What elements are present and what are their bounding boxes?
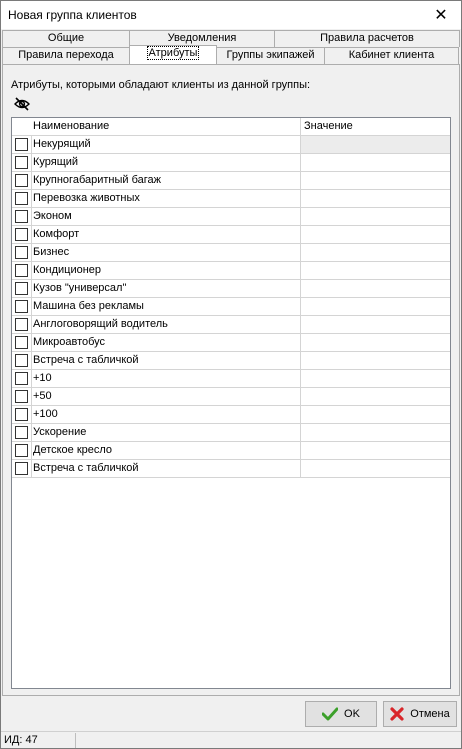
attribute-name: Ускорение xyxy=(33,426,87,438)
attribute-value-cell[interactable] xyxy=(300,154,450,171)
attribute-name: Перевозка животных xyxy=(33,192,140,204)
status-separator xyxy=(75,733,76,748)
tab-attributes-label: Атрибуты xyxy=(148,47,198,59)
attribute-value-cell[interactable] xyxy=(300,190,450,207)
attribute-row[interactable] xyxy=(12,280,450,298)
attribute-name: Англоговорящий водитель xyxy=(33,318,168,330)
attribute-checkbox[interactable] xyxy=(15,282,28,295)
attribute-name: Встреча с табличкой xyxy=(33,462,139,474)
tab-general[interactable] xyxy=(2,30,130,47)
attributes-description: Атрибуты, которыми обладают клиенты из данной группы: xyxy=(11,79,311,91)
attribute-value-cell[interactable] xyxy=(300,262,450,279)
attribute-row[interactable] xyxy=(12,388,450,406)
tab-notifications-label: Уведомления xyxy=(167,32,237,44)
attribute-checkbox[interactable] xyxy=(15,444,28,457)
attribute-checkbox[interactable] xyxy=(15,408,28,421)
attribute-row[interactable] xyxy=(12,298,450,316)
column-header-value[interactable]: Значение xyxy=(304,120,353,132)
attribute-value-cell[interactable] xyxy=(300,388,450,405)
attribute-checkbox[interactable] xyxy=(15,174,28,187)
attribute-checkbox[interactable] xyxy=(15,354,28,367)
attribute-name: Эконом xyxy=(33,210,72,222)
attribute-name: Некурящий xyxy=(33,138,91,150)
attribute-value-cell[interactable] xyxy=(300,280,450,297)
attribute-row[interactable] xyxy=(12,460,450,478)
attribute-row[interactable] xyxy=(12,208,450,226)
tab-calculation-rules-label: Правила расчетов xyxy=(320,32,414,44)
attribute-name: +10 xyxy=(33,372,52,384)
attribute-row[interactable] xyxy=(12,226,450,244)
attribute-checkbox[interactable] xyxy=(15,192,28,205)
ok-button-label: OK xyxy=(344,708,360,720)
tab-client-cabinet[interactable] xyxy=(324,47,459,64)
attribute-name: Бизнес xyxy=(33,246,70,258)
attribute-value-cell[interactable] xyxy=(300,208,450,225)
tab-row-1 xyxy=(2,30,459,47)
close-button[interactable] xyxy=(421,1,461,29)
attribute-value-cell[interactable] xyxy=(300,370,450,387)
attribute-row[interactable] xyxy=(12,334,450,352)
attribute-checkbox[interactable] xyxy=(15,246,28,259)
attribute-value-cell[interactable] xyxy=(300,136,450,153)
attribute-value-cell[interactable] xyxy=(300,460,450,477)
attribute-checkbox[interactable] xyxy=(15,462,28,475)
tab-row-2 xyxy=(2,47,458,64)
attribute-row[interactable] xyxy=(12,190,450,208)
attribute-value-cell[interactable] xyxy=(300,442,450,459)
attribute-row[interactable] xyxy=(12,172,450,190)
attribute-value-cell[interactable] xyxy=(300,424,450,441)
attribute-checkbox[interactable] xyxy=(15,156,28,169)
attribute-row[interactable] xyxy=(12,352,450,370)
attribute-name: Машина без рекламы xyxy=(33,300,144,312)
status-id: ИД: 47 xyxy=(4,734,38,746)
attribute-row[interactable] xyxy=(12,442,450,460)
attribute-row[interactable] xyxy=(12,406,450,424)
attribute-value-cell[interactable] xyxy=(300,298,450,315)
close-icon: ✕ xyxy=(434,7,448,24)
attribute-value-cell[interactable] xyxy=(300,172,450,189)
attribute-name: +50 xyxy=(33,390,52,402)
grid-header xyxy=(12,118,450,136)
attribute-checkbox[interactable] xyxy=(15,372,28,385)
tab-crew-groups[interactable] xyxy=(216,47,325,64)
attribute-row[interactable] xyxy=(12,370,450,388)
attribute-value-cell[interactable] xyxy=(300,334,450,351)
cancel-button-label: Отмена xyxy=(410,708,450,720)
attribute-name: Комфорт xyxy=(33,228,80,240)
attribute-value-cell[interactable] xyxy=(300,244,450,261)
attribute-checkbox[interactable] xyxy=(15,318,28,331)
column-header-name[interactable]: Наименование xyxy=(33,120,110,132)
attribute-row[interactable] xyxy=(12,244,450,262)
tab-calculation-rules[interactable] xyxy=(274,30,460,47)
tab-general-label: Общие xyxy=(47,32,85,44)
attributes-panel xyxy=(2,64,460,696)
attribute-name: Крупногабаритный багаж xyxy=(33,174,161,186)
attribute-value-cell[interactable] xyxy=(300,406,450,423)
tab-transition-rules[interactable] xyxy=(2,47,130,64)
attribute-name: Детское кресло xyxy=(33,444,113,456)
column-divider[interactable] xyxy=(300,118,301,136)
tab-client-cabinet-label: Кабинет клиента xyxy=(348,49,435,61)
window-title: Новая группа клиентов xyxy=(8,8,137,22)
attribute-value-cell[interactable] xyxy=(300,226,450,243)
attribute-value-cell[interactable] xyxy=(300,352,450,369)
attribute-checkbox[interactable] xyxy=(15,336,28,349)
title-bar xyxy=(1,1,461,29)
attribute-checkbox[interactable] xyxy=(15,390,28,403)
attribute-checkbox[interactable] xyxy=(15,228,28,241)
attribute-row[interactable] xyxy=(12,424,450,442)
tab-transition-rules-label: Правила перехода xyxy=(18,49,114,61)
attribute-name: Микроавтобус xyxy=(33,336,106,348)
attribute-value-cell[interactable] xyxy=(300,316,450,333)
attribute-row[interactable] xyxy=(12,154,450,172)
checkmark-icon xyxy=(322,707,338,721)
attribute-row[interactable] xyxy=(12,316,450,334)
attribute-checkbox[interactable] xyxy=(15,426,28,439)
attribute-name: Кузов "универсал" xyxy=(33,282,127,294)
attribute-name: Курящий xyxy=(33,156,79,168)
attribute-name: Кондиционер xyxy=(33,264,102,276)
attribute-checkbox[interactable] xyxy=(15,264,28,277)
ok-button[interactable] xyxy=(305,701,377,727)
status-bar xyxy=(1,731,461,748)
attribute-row[interactable] xyxy=(12,136,450,154)
cancel-button[interactable] xyxy=(383,701,457,727)
hide-eye-icon[interactable] xyxy=(13,96,31,112)
attribute-checkbox[interactable] xyxy=(15,210,28,223)
checkbox-column-line xyxy=(31,136,32,478)
attribute-checkbox[interactable] xyxy=(15,300,28,313)
attributes-grid xyxy=(11,117,451,689)
attribute-name: +100 xyxy=(33,408,58,420)
tab-attributes[interactable] xyxy=(129,45,217,64)
attribute-checkbox[interactable] xyxy=(15,138,28,151)
tab-crew-groups-label: Группы экипажей xyxy=(226,49,315,61)
attribute-row[interactable] xyxy=(12,262,450,280)
attribute-name: Встреча с табличкой xyxy=(33,354,139,366)
cancel-x-icon xyxy=(390,707,404,721)
